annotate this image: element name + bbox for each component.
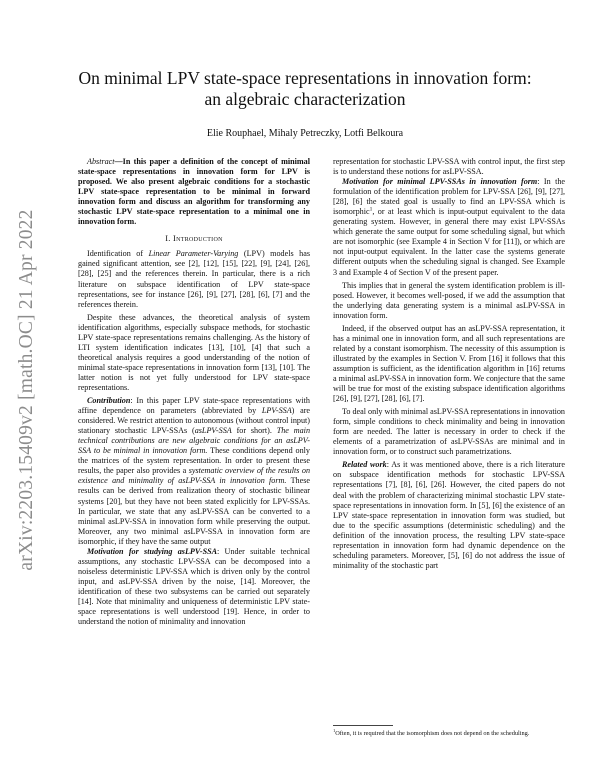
intro-paragraph-2: Despite these advances, the theoretical analysis of system identification algorithms, especially subspace methods, for stochastic LPV state-space representations remains challenging. As the history of LTI system identification indicates [13], [10], [4] that such a theoretical analysis requires a good understanding of the notion of minimal state-space representations in innovation form [13], [10]. The latter notion is not yet fully understood for LPV state-space representations. xyxy=(78,312,310,392)
related-work-paragraph: Related work: As it was mentioned above, there is a rich literature on subspace identification methods for stochastic LPV-SSA representations [7], [8], [6], [26]. However, the cited papers do not deal with the problem of characterizing minimal stochastic LPV state-space representations in innovation form. In [5], [6] the existence of an LPV state-space representation in innovation form was studied, but due to the specific assumptions (deterministic scheduling) and the definition of the innovation process, the resulting LPV state-space representation in innovation form had dynamic dependence on the scheduling parameters. Moreover, [5], [6] do not address the issue of minimality of the stochastic part xyxy=(333,460,565,570)
paper-title: On minimal LPV state-space representations in innovation form: an algebraic characterization xyxy=(78,68,532,109)
related-work-heading: Related work xyxy=(342,460,387,470)
right-paragraph-4: To deal only with minimal asLPV-SSA representations in innovation form, simple conditions to check minimality and being in innovation form are needed. The latter is necessary in order to check if the elements of a parametrization of asLPV-SSAs are minimal and in innovation form, or to construct such parametrizations. xyxy=(333,407,565,457)
arxiv-stamp: arXiv:2203.15409v2 [math.OC] 21 Apr 2022 xyxy=(16,209,37,571)
right-paragraph-0: representation for stochastic LPV-SSA with control input, the first step is to understand these notions for asLPV-SSA. xyxy=(333,157,565,177)
motivation2-heading: Motivation for minimal LPV-SSAs in innovation form xyxy=(342,177,538,187)
abstract-text: In this paper a definition of the concept of minimal state-space representations in innovation form for LPV is proposed. We also present algebraic conditions for a stochastic LPV state-space representation to be minimal in forward innovation form and discuss an algorithm for transforming any stochastic LPV state-space representation to a minimal one in innovation form. xyxy=(78,157,310,227)
motivation2-paragraph: Motivation for minimal LPV-SSAs in innovation form: In the formulation of the identification problem for LPV-SSA [26], [9], [27], [28], [6] the stated goal is usually to find an LPV-SSA which is isomorphic$^1$, or at least which is input-output equivalent to the data generating system. However, in general there may exist LPV-SSAs which generate the same output for some scheduling signal, but which are not isomorphic (see Example 4 in Section V for [11]), or which are not input-output equivalent. In the latter case the systems generate different outputs when the scheduling signal is changed. See Example 3 and Example 4 of Section V of the present paper. xyxy=(333,177,565,277)
motivation-heading: Motivation for studying asLPV-SSA xyxy=(87,546,218,556)
footnote-text: Often, it is required that the isomorphism does not depend on the scheduling. xyxy=(335,730,530,737)
right-paragraph-3: Indeed, if the observed output has an asLPV-SSA representation, it has a minimal one in innovation form, and all such representations are related by a constant isomorphism. The necessity of this assumption is illustrated by the examples in Section V. From [16] it follows that this assumption is sufficient, as the identification algorithm in [16] returns a minimal asLPV-SSA in innovation form. We conjecture that the same will be true for most of the existing subspace identification algorithms [26], [9], [27], [28], [6], [7]. xyxy=(333,323,565,404)
footnote-ref: 1 xyxy=(369,206,373,213)
contribution-paragraph: Contribution: In this paper LPV state-space representations with affine dependence on parameters (abbreviated by LPV-SSA) are considered. We restrict attention to autonomous (without control input) stationary stochastic LPV-SSAs (asLPV-SSA for short). The main technical contributions are new algebraic conditions for an asLPV-SSA to be minimal in innovation form. These conditions depend only the matrices of the system representation. In order to present these results, the paper also provides a systematic overview of the results on existence and minimality of asLPV-SSA in innovation form. These results can be derived from realization theory of stochastic bilinear systems [20], but they have not been stated explicitly for LPV-SSAs. In particular, we state that any asLPV-SSA can be converted to a minimal asLPV-SSA in innovation form while preserving the output. Moreover, any two minimal asLPV-SSA in innovation form are isomorphic, if they have the same output xyxy=(78,396,311,546)
left-column xyxy=(78,157,310,627)
paper-authors: Elie Rouphael, Mihaly Petreczky, Lotfi Belkoura xyxy=(206,128,404,139)
footnote: $^1$Often, it is required that the isomorphism does not depend on the scheduling. xyxy=(333,725,565,738)
abstract-label: Abstract xyxy=(87,157,115,166)
motivation-paragraph: Motivation for studying asLPV-SSA: Under suitable technical assumptions, any stochastic LPV-SSA can be decomposed into a noiseless deterministic LPV-SSA which is driven only by the control input, and asLPV-SSA driven by the noise, [14]. Moreover, the identification of these two subsystems can be carried out separately [14]. Note that minimality and uniqueness of deterministic LPV state-space representations is well understood [19]. Hence, in order to understand the notion of minimality and innovation xyxy=(78,546,310,627)
abstract: Abstract—In this paper a definition of the concept of minimal state-space representations in innovation form for LPV is proposed. We also present algebraic conditions for a stochastic LPV state-space representation to be minimal in forward innovation form and discuss an algorithm for transforming any stochastic LPV state-space representation to a minimal one in innovation form. xyxy=(78,157,310,227)
intro-paragraph-1: Identification of Linear Parameter-Varying (LPV) models has gained significant attention, see [2], [12], [15], [22], [9], [24], [26], [28], [25] and the references therein. In particular, there is a rich literature on subspace identification of LPV state-space representations, see for instance [26], [9], [27], [28], [6], [7] and the references therein. xyxy=(78,249,310,309)
right-paragraph-2: This implies that in general the system identification problem is ill-posed. However, it becomes well-posed, if we add the assumption that the underlying data generating system is a minimal asLPV-SSA in innovation form. xyxy=(333,280,565,320)
contribution-heading: Contribution xyxy=(87,396,131,406)
right-column xyxy=(333,157,565,571)
footnote-rule xyxy=(333,725,393,726)
section-heading: I. Introduction xyxy=(165,234,223,244)
